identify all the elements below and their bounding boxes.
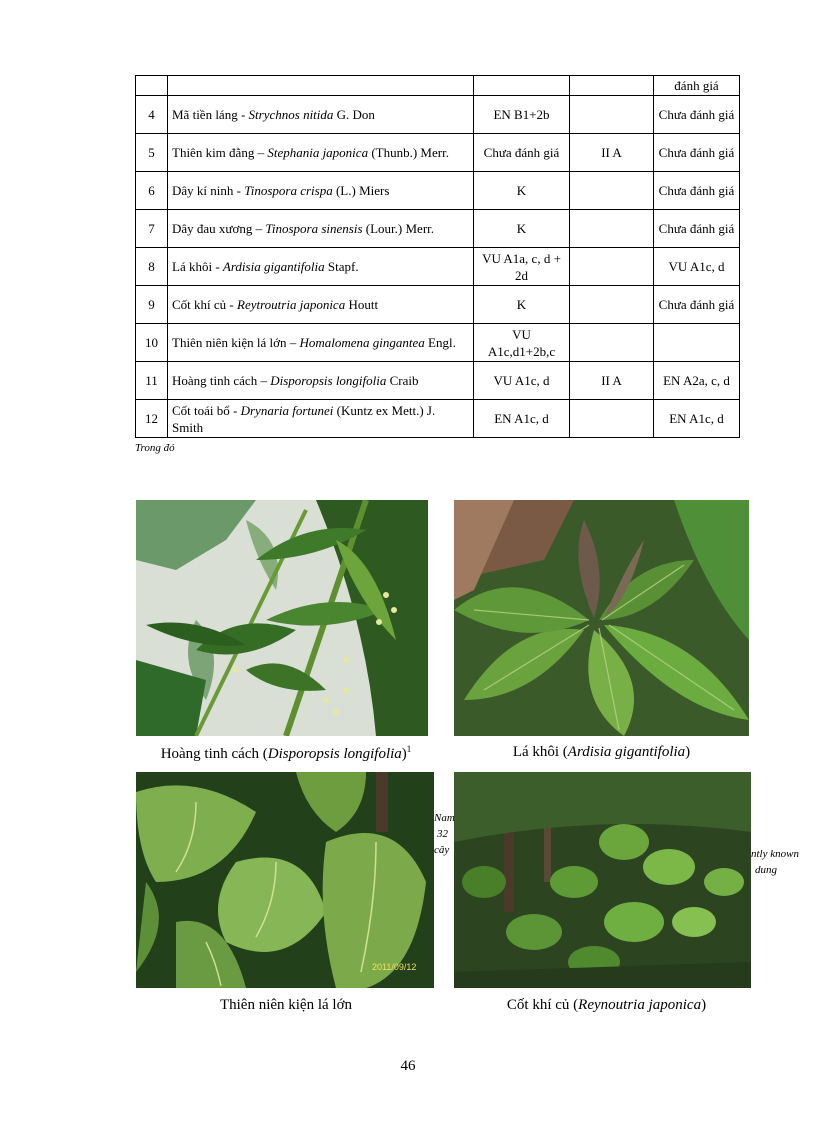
caption-homalomena: Thiên niên kiện lá lớn xyxy=(219,997,353,1013)
cell-status-2 xyxy=(570,76,654,96)
cell-status-1 xyxy=(474,400,570,438)
cell-status-3 xyxy=(654,134,740,172)
species-vietnamese-name: Cốt toái bổ - xyxy=(172,402,241,418)
table-row xyxy=(136,172,740,210)
cell-species xyxy=(168,210,474,248)
cell-number xyxy=(136,362,168,400)
species-author: (Kuntz ex Mett.) J. Smith xyxy=(172,402,436,435)
cell-number xyxy=(136,134,168,172)
cell-number xyxy=(136,96,168,134)
row-number: 4 xyxy=(148,107,155,122)
species-scientific-name: Tinospora sinensis xyxy=(265,221,363,236)
table-note: Trong đó xyxy=(135,442,175,454)
species-scientific-name: Tinospora crispa xyxy=(244,183,333,198)
cell-species xyxy=(168,134,474,172)
cell-status-1 xyxy=(474,248,570,286)
status-1-value: K xyxy=(516,221,527,236)
row-number: 8 xyxy=(148,259,155,274)
status-3-value: Chưa đánh giá xyxy=(658,183,735,198)
row-number: 9 xyxy=(148,297,155,312)
species-author: Houtt xyxy=(345,297,379,312)
row-number: 12 xyxy=(145,411,158,426)
status-1-value: EN B1+2b xyxy=(493,107,550,122)
species-scientific-name: Drynaria fortunei xyxy=(240,402,334,418)
species-scientific-name: Strychnos nitida xyxy=(248,107,334,122)
cell-status-2 xyxy=(570,96,654,134)
status-1-value: Chưa đánh giá xyxy=(483,145,560,160)
photo-timestamp: 2011/09/12 xyxy=(372,962,417,972)
row-number: 6 xyxy=(148,183,155,198)
photo-disporopsis-image xyxy=(136,500,428,736)
cell-status-2 xyxy=(570,210,654,248)
species-table xyxy=(135,75,740,438)
species-vietnamese-name: Cốt khí củ - xyxy=(172,297,237,312)
cell-status-2 xyxy=(570,324,654,362)
status-1-value: VU A1c,d1+2b,c xyxy=(487,326,556,359)
row-number: 10 xyxy=(145,335,158,350)
cell-status-1 xyxy=(474,96,570,134)
species-author: (Thunb.) Merr. xyxy=(368,145,449,160)
photo-ardisia-image xyxy=(454,500,749,736)
status-2-value: II A xyxy=(601,373,622,388)
species-vietnamese-name: Lá khôi - xyxy=(172,259,223,274)
cell-status-1 xyxy=(474,76,570,96)
cell-status-2 xyxy=(570,400,654,438)
cell-status-3 xyxy=(654,324,740,362)
photo-reynoutria xyxy=(454,772,751,988)
cell-number xyxy=(136,172,168,210)
table-row xyxy=(136,324,740,362)
cell-status-3 xyxy=(654,286,740,324)
species-vietnamese-name: Hoàng tinh cách – xyxy=(172,373,271,388)
species-author: G. Don xyxy=(333,107,375,122)
cell-number xyxy=(136,324,168,362)
table-row xyxy=(136,96,740,134)
fragment-right-line-1: ntly known xyxy=(751,848,799,860)
photo-homalomena xyxy=(136,772,434,988)
cell-status-1 xyxy=(474,324,570,362)
status-1-value: K xyxy=(516,183,527,198)
cell-status-1 xyxy=(474,362,570,400)
caption-ardisia xyxy=(454,744,749,761)
cell-status-2 xyxy=(570,172,654,210)
status-1-value: EN A1c, d xyxy=(494,411,549,426)
row-number: 7 xyxy=(148,221,155,236)
cell-status-1 xyxy=(474,210,570,248)
species-scientific-name: Reytroutria japonica xyxy=(237,297,346,312)
cell-status-1 xyxy=(474,172,570,210)
caption-disporopsis-text: Hoàng tinh cách ( xyxy=(160,746,268,762)
cell-status-2 xyxy=(570,134,654,172)
footnote-marker: 1 xyxy=(406,744,412,754)
status-3-value: Chưa đánh giá xyxy=(658,297,735,312)
fragment-right-line-2: dung xyxy=(755,864,777,876)
species-scientific-name: Homalomena gingantea xyxy=(299,335,425,350)
caption-disporopsis-sci: Disporopsis longifolia xyxy=(267,746,402,762)
species-author: Stapf. xyxy=(324,259,359,274)
species-vietnamese-name: Mã tiền láng - xyxy=(172,107,249,122)
status-3-value: EN A1c, d xyxy=(669,411,724,426)
cell-status-3 xyxy=(654,210,740,248)
caption-ardisia-sci: Ardisia gigantifolia xyxy=(567,744,686,760)
species-scientific-name: Stephania japonica xyxy=(267,145,369,160)
species-scientific-name: Ardisia gigantifolia xyxy=(222,259,325,274)
cell-status-1 xyxy=(474,286,570,324)
species-author: Craib xyxy=(386,373,419,388)
caption-reynoutria-close: ) xyxy=(701,997,707,1013)
table-row xyxy=(136,76,740,96)
status-3-value: đánh giá xyxy=(674,78,719,93)
fragment-right xyxy=(751,846,799,878)
page-number: 46 xyxy=(400,1058,416,1074)
photo-reynoutria-image xyxy=(454,772,751,988)
caption-ardisia-text: Lá khôi ( xyxy=(512,744,568,760)
cell-number xyxy=(136,248,168,286)
fragment-left-line-3: cây xyxy=(434,844,450,856)
species-vietnamese-name: Dây đau xương – xyxy=(172,221,266,236)
status-1-value: VU A1a, c, d + 2d xyxy=(482,250,561,283)
cell-status-3 xyxy=(654,362,740,400)
species-author: Engl. xyxy=(424,335,456,350)
species-vietnamese-name: Thiên kim đằng – xyxy=(172,145,268,160)
table-row xyxy=(136,362,740,400)
fragment-left-line-1: Nam xyxy=(434,812,455,824)
species-vietnamese-name: Dây kí ninh - xyxy=(172,183,245,198)
species-author: (Lour.) Merr. xyxy=(362,221,435,236)
status-3-value: Chưa đánh giá xyxy=(658,221,735,236)
cell-status-1 xyxy=(474,134,570,172)
photo-ardisia xyxy=(454,500,749,736)
status-1-value: K xyxy=(516,297,527,312)
status-1-value: VU A1c, d xyxy=(493,373,550,388)
cell-status-2 xyxy=(570,286,654,324)
cell-species xyxy=(168,76,474,96)
status-3-value: VU A1c, d xyxy=(668,259,725,274)
table-row xyxy=(136,248,740,286)
table-row xyxy=(136,210,740,248)
cell-species xyxy=(168,324,474,362)
caption-reynoutria xyxy=(454,997,759,1014)
cell-species xyxy=(168,400,474,438)
table-row xyxy=(136,400,740,438)
cell-number xyxy=(136,400,168,438)
cell-status-2 xyxy=(570,248,654,286)
status-2-value: II A xyxy=(601,145,622,160)
cell-species xyxy=(168,172,474,210)
status-3-value: Chưa đánh giá xyxy=(658,107,735,122)
species-vietnamese-name: Thiên niên kiện lá lớn – xyxy=(172,335,300,350)
table-row xyxy=(136,134,740,172)
cell-number xyxy=(136,210,168,248)
species-scientific-name: Disporopsis longifolia xyxy=(270,373,387,388)
cell-species xyxy=(168,362,474,400)
cell-status-3 xyxy=(654,248,740,286)
cell-number xyxy=(136,76,168,96)
cell-number xyxy=(136,286,168,324)
photo-disporopsis xyxy=(136,500,428,736)
caption-disporopsis xyxy=(136,744,436,763)
cell-status-3 xyxy=(654,400,740,438)
cell-status-3 xyxy=(654,172,740,210)
cell-status-2 xyxy=(570,362,654,400)
caption-reynoutria-sci: Reynoutria japonica xyxy=(578,997,702,1013)
cell-species xyxy=(168,96,474,134)
row-number: 11 xyxy=(145,373,158,388)
fragment-left xyxy=(434,810,455,858)
species-author: (L.) Miers xyxy=(332,183,390,198)
photo-homalomena-image xyxy=(136,772,434,988)
caption-reynoutria-text: Cốt khí củ ( xyxy=(506,997,579,1013)
cell-status-3 xyxy=(654,96,740,134)
table-row xyxy=(136,286,740,324)
cell-status-3 xyxy=(654,76,740,96)
status-3-value: Chưa đánh giá xyxy=(658,145,735,160)
caption-disporopsis-close: ) xyxy=(401,746,407,762)
fragment-left-line-2: 32 xyxy=(437,828,448,840)
caption-ardisia-close: ) xyxy=(685,744,691,760)
row-number: 5 xyxy=(148,145,155,160)
cell-species xyxy=(168,248,474,286)
status-3-value: EN A2a, c, d xyxy=(663,373,730,388)
cell-species xyxy=(168,286,474,324)
